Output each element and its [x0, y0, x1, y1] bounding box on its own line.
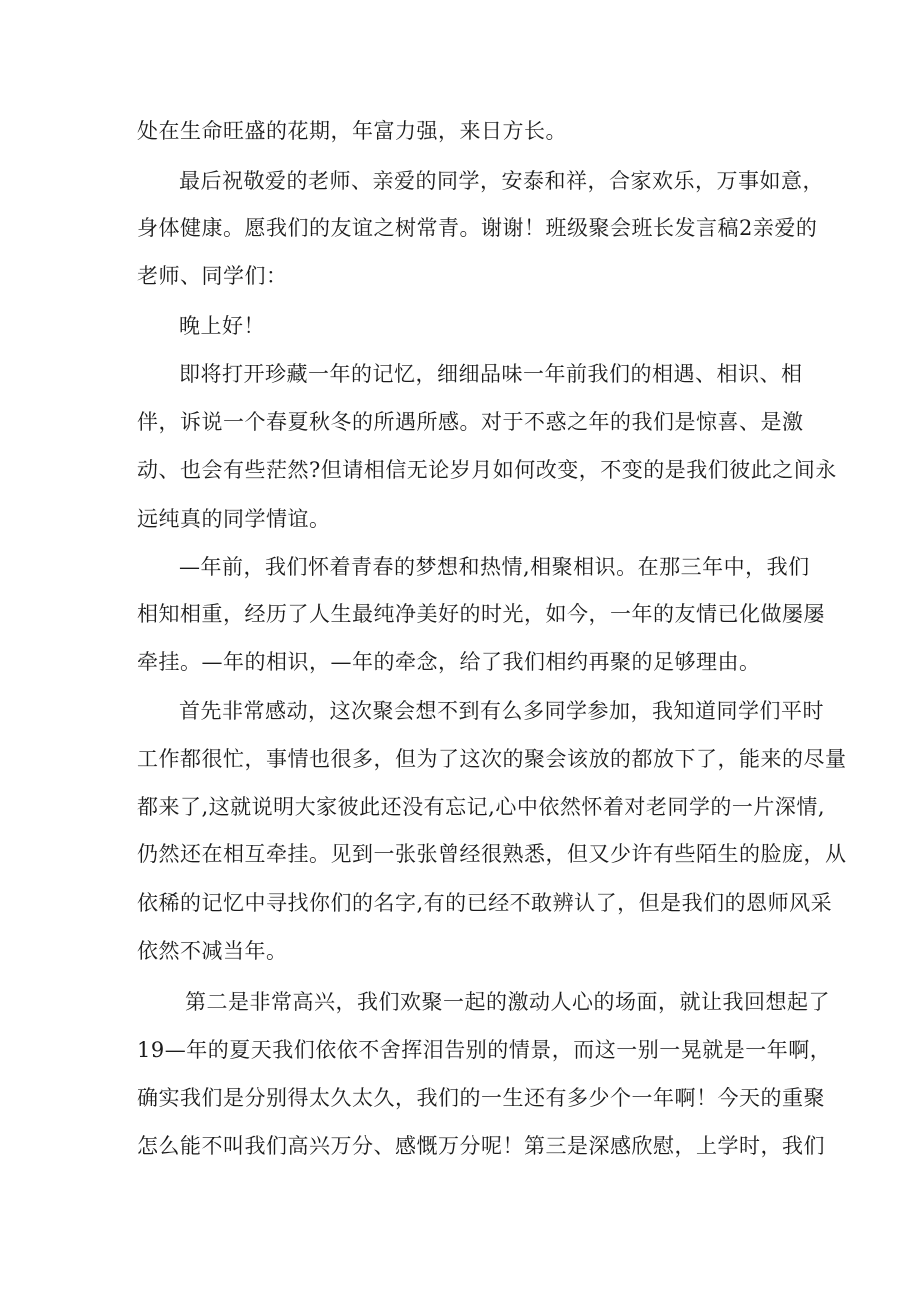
text-line: 老师、同学们：	[137, 264, 288, 288]
text-line: 仍然还在相互牵挂。见到一张张曾经很熟悉，但又少许有些陌生的脸庞，从	[137, 842, 847, 866]
text-line: 远纯真的同学情谊。	[137, 507, 331, 531]
text-line: 晚上好！	[179, 314, 265, 338]
text-line: 依然不减当年。	[137, 939, 288, 963]
text-line: 第二是非常高兴，我们欢聚一起的激动人心的场面，就让我回想起了	[185, 990, 830, 1014]
text-line: 确实我们是分别得太久太久，我们的一生还有多少个一年啊！今天的重聚	[137, 1086, 825, 1110]
text-line: 首先非常感动，这次聚会想不到有么多同学参加，我知道同学们平时	[179, 699, 824, 723]
text-line: 最后祝敬爱的老师、亲爱的同学，安泰和祥，合家欢乐，万事如意，	[179, 169, 824, 193]
text-line: 相知相重，经历了人生最纯净美好的时光，如今，一年的友情已化做屡屡	[137, 602, 825, 626]
text-line: 19—年的夏天我们依依不舍挥泪告别的情景，而这一别一晃就是一年啊，	[137, 1038, 832, 1062]
text-line: 身体健康。愿我们的友谊之树常青。谢谢！班级聚会班长发言稿2亲爱的	[137, 216, 818, 240]
text-line: 工作都很忙，事情也很多，但为了这次的聚会该放的都放下了，能来的尽量	[137, 747, 847, 771]
text-line: 怎么能不叫我们高兴万分、感慨万分呢！第三是深感欣慰，上学时，我们	[137, 1134, 825, 1158]
text-line: 即将打开珍藏一年的记忆，细细品味一年前我们的相遇、相识、相	[179, 362, 803, 386]
text-line: —年前，我们怀着青春的梦想和热情,相聚相识。在那三年中，我们	[179, 555, 810, 579]
text-line: 动、也会有些茫然?但请相信无论岁月如何改变，不变的是我们彼此之间永	[137, 458, 837, 482]
text-line: 牵挂。—年的相识，—年的牵念，给了我们相约再聚的足够理由。	[137, 650, 761, 674]
text-line: 处在生命旺盛的花期，年富力强，来日方长。	[137, 119, 567, 143]
text-line: 伴，诉说一个春夏秋冬的所遇所感。对于不惑之年的我们是惊喜、是激	[137, 410, 804, 434]
text-line: 都来了,这就说明大家彼此还没有忘记,心中依然怀着对老同学的一片深情,	[137, 795, 826, 819]
text-line: 依稀的记忆中寻找你们的名字,有的已经不敢辨认了，但是我们的恩师风采	[137, 891, 833, 915]
